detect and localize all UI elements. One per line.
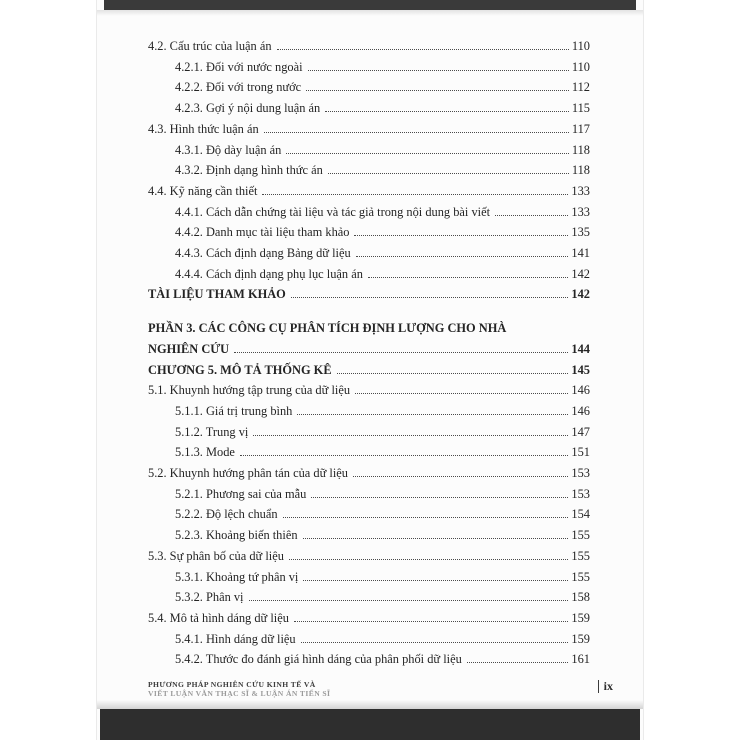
toc-entry xyxy=(148,77,590,98)
toc-entry-label: 4.4.3. Cách định dạng Bảng dữ liệu xyxy=(175,246,351,261)
toc-entry-label: PHẦN 3. CÁC CÔNG CỤ PHÂN TÍCH ĐỊNH LƯỢNG CHO NHÀ xyxy=(148,321,507,336)
toc-page-number: 155 xyxy=(571,528,590,543)
toc-entry-label: 4.2. Cấu trúc của luận án xyxy=(148,39,272,53)
toc-entry-label: 5.3.2. Phân vị xyxy=(175,590,244,605)
toc-entry xyxy=(148,160,590,181)
toc-page-number: 142 xyxy=(571,287,590,302)
toc-page-number: 155 xyxy=(571,548,590,563)
dot-leader xyxy=(297,414,568,415)
toc-entry-label: 5.3. Sự phân bố của dữ liệu xyxy=(148,548,284,563)
dot-leader xyxy=(262,194,568,195)
toc-entry-label: 5.1.2. Trung vị xyxy=(175,424,249,439)
toc-entry-label: 5.3.1. Khoảng tứ phân vị xyxy=(175,569,299,584)
footer-book-title-line1: PHƯƠNG PHÁP NGHIÊN CỨU KINH TẾ VÀ xyxy=(148,679,316,689)
toc-entry xyxy=(148,587,590,608)
toc-entry-label: 5.2. Khuynh hướng phân tán của dữ liệu xyxy=(148,466,348,481)
toc-entry-label: 4.3.1. Độ dày luận án xyxy=(175,142,282,157)
dot-leader xyxy=(234,352,568,353)
toc-entry xyxy=(148,360,590,381)
toc-entry xyxy=(148,629,590,650)
toc-page-number: 153 xyxy=(571,486,590,501)
dot-leader xyxy=(353,476,568,477)
dot-leader xyxy=(306,90,569,91)
footer-book-title xyxy=(148,680,330,699)
toc-page-number: 146 xyxy=(571,403,590,418)
toc-entry-label: 4.3.2. Định dạng hình thức án xyxy=(175,163,323,178)
dot-leader xyxy=(356,256,569,257)
toc-page-number: 159 xyxy=(571,631,590,646)
page-bottom-edge xyxy=(100,709,640,740)
toc-entry xyxy=(148,504,590,525)
toc-entry xyxy=(148,284,590,305)
toc-entry-label: 4.4.4. Cách định dạng phụ lục luận án xyxy=(175,266,363,281)
toc-entry-label: TÀI LIỆU THAM KHẢO xyxy=(148,287,286,302)
toc-page-number: 117 xyxy=(571,121,590,136)
toc-entry xyxy=(148,546,590,567)
toc-entry xyxy=(148,140,590,161)
toc-entry-label: 4.2.2. Đối với trong nước xyxy=(175,80,302,95)
toc-page-number: 133 xyxy=(571,204,590,219)
dot-leader xyxy=(308,70,569,71)
toc-entry-label: 5.1.3. Mode xyxy=(175,445,235,460)
toc-entry-label: 4.2.3. Gợi ý nội dung luận án xyxy=(175,101,321,116)
dot-leader xyxy=(303,538,569,539)
toc-entry-label: 5.4. Mô tả hình dáng dữ liệu xyxy=(148,610,289,625)
dot-leader xyxy=(303,580,568,581)
footer-book-title-line2: VIẾT LUẬN VĂN THẠC SĨ & LUẬN ÁN TIẾN SĨ xyxy=(148,689,331,699)
toc-page-number: 115 xyxy=(571,101,590,116)
table-of-contents xyxy=(148,36,590,670)
toc-entry xyxy=(148,202,590,223)
toc-entry-label: 4.4. Kỹ năng cần thiết xyxy=(148,183,258,198)
toc-entry-label: 4.4.2. Danh mục tài liệu tham khảo xyxy=(175,225,350,240)
toc-entry xyxy=(148,422,590,443)
footer-page-number xyxy=(598,679,613,694)
toc-entry-label: 5.2.1. Phương sai của mẫu xyxy=(175,486,307,501)
toc-entry-label: 5.2.2. Độ lệch chuẩn xyxy=(175,507,278,522)
dot-leader xyxy=(264,132,569,133)
toc-entry-label: 5.4.2. Thước đo đánh giá hình dáng của phân phối dữ liệu xyxy=(175,652,462,667)
toc-page-number: 141 xyxy=(571,246,590,261)
dot-leader xyxy=(355,393,568,394)
toc-page-number: 151 xyxy=(571,445,590,460)
page-footer xyxy=(148,680,613,699)
toc-entry xyxy=(148,608,590,629)
toc-entry xyxy=(148,649,590,670)
page-top-shadow xyxy=(97,10,643,16)
toc-entry xyxy=(148,380,590,401)
toc-page-number: 147 xyxy=(571,424,590,439)
toc-entry xyxy=(148,181,590,202)
toc-page-number: 146 xyxy=(571,383,590,398)
toc-page-number: 135 xyxy=(571,225,590,240)
dot-leader xyxy=(286,153,569,154)
toc-page-number: 158 xyxy=(571,590,590,605)
dot-leader xyxy=(240,455,569,456)
dot-leader xyxy=(277,49,569,50)
dot-leader xyxy=(328,173,569,174)
toc-page-number: 144 xyxy=(571,341,590,356)
toc-page-number: 118 xyxy=(571,163,590,178)
toc-entry xyxy=(148,36,590,57)
toc-page-number: 110 xyxy=(571,39,590,53)
dot-leader xyxy=(294,621,568,622)
toc-entry xyxy=(148,442,590,463)
toc-entry xyxy=(148,339,590,360)
toc-entry xyxy=(148,525,590,546)
toc-page-number: 142 xyxy=(571,266,590,281)
toc-entry-label: 4.3. Hình thức luận án xyxy=(148,121,259,136)
toc-entry xyxy=(148,401,590,422)
dot-leader xyxy=(291,297,569,298)
dot-leader xyxy=(495,215,568,216)
toc-page-number: 110 xyxy=(571,59,590,74)
toc-page-number: 155 xyxy=(571,569,590,584)
toc-page-number: 118 xyxy=(571,142,590,157)
dot-leader xyxy=(368,277,569,278)
page-bottom-shadow xyxy=(97,700,643,709)
toc-page-number: 112 xyxy=(571,80,590,95)
toc-entry-label: 4.4.1. Cách dẫn chứng tài liệu và tác giả trong nội dung bài viết xyxy=(175,204,491,219)
toc-entry-label: 4.2.1. Đối với nước ngoài xyxy=(175,59,303,74)
dot-leader xyxy=(337,373,569,374)
toc-entry xyxy=(148,484,590,505)
toc-entry xyxy=(148,318,590,339)
dot-leader xyxy=(467,662,569,663)
toc-entry xyxy=(148,98,590,119)
toc-entry xyxy=(148,463,590,484)
toc-entry xyxy=(148,264,590,285)
toc-page-number: 153 xyxy=(571,466,590,481)
dot-leader xyxy=(283,517,569,518)
dot-leader xyxy=(311,497,568,498)
dot-leader xyxy=(325,111,569,112)
toc-page-number: 161 xyxy=(571,652,590,667)
dot-leader xyxy=(354,235,568,236)
toc-entry xyxy=(148,57,590,78)
toc-entry xyxy=(148,119,590,140)
toc-entry xyxy=(148,222,590,243)
toc-entry xyxy=(148,567,590,588)
toc-page-number: 133 xyxy=(571,183,590,198)
toc-page-number: 159 xyxy=(571,610,590,625)
toc-entry-label: 5.4.1. Hình dáng dữ liệu xyxy=(175,631,296,646)
toc-entry-label: 5.1. Khuynh hướng tập trung của dữ liệu xyxy=(148,383,351,398)
dot-leader xyxy=(253,435,568,436)
toc-page-number: 145 xyxy=(571,362,590,377)
toc-entry xyxy=(148,243,590,264)
book-page-photo xyxy=(96,0,644,740)
dot-leader xyxy=(289,559,568,560)
dot-leader xyxy=(249,600,569,601)
toc-page-number: 154 xyxy=(571,507,590,522)
toc-entry-label: CHƯƠNG 5. MÔ TẢ THỐNG KÊ xyxy=(148,362,332,377)
toc-entry-label: NGHIÊN CỨU xyxy=(148,341,230,356)
page-top-edge xyxy=(104,0,636,10)
toc-entry-label: 5.1.1. Giá trị trung bình xyxy=(175,403,293,418)
dot-leader xyxy=(301,642,569,643)
toc-list xyxy=(148,36,590,670)
footer-divider xyxy=(598,680,599,693)
footer-page-number-text: ix xyxy=(603,678,613,693)
toc-entry-label: 5.2.3. Khoảng biến thiên xyxy=(175,528,298,543)
